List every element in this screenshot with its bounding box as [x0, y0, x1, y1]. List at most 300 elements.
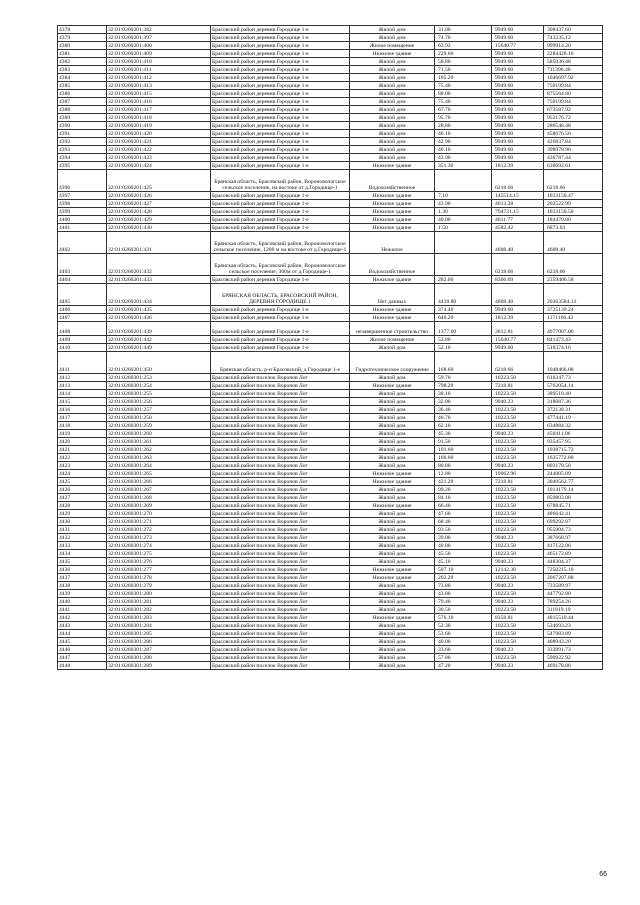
- address-cell: Брасовский район поселок Воронов Лог: [211, 534, 350, 542]
- address-cell: Брасовский район деревня Городище 1-е: [211, 66, 350, 74]
- unit-value-cell: 10223.58: [492, 654, 544, 662]
- object-type-cell: Нежилое здание: [350, 470, 435, 478]
- object-type-cell: Жилой дом: [350, 558, 435, 566]
- row-index-cell: 4426: [58, 486, 107, 494]
- cadastral-value-cell: 673587.92: [544, 106, 603, 114]
- cadastral-number-cell: 32:01:0260301:283: [107, 614, 211, 622]
- unit-value-cell: 1812.39: [492, 314, 544, 322]
- area-cell: 40.80: [435, 542, 492, 550]
- address-cell: Брасовский район деревня Городище 1-е: [211, 162, 350, 170]
- row-index-cell: 4379: [58, 34, 107, 42]
- unit-value-cell: 9940.23: [492, 558, 544, 566]
- table-row: [58, 216, 603, 224]
- row-index-cell: 4434: [58, 550, 107, 558]
- area-cell: 202.20: [435, 574, 492, 582]
- object-type-cell: Жилой дом: [350, 90, 435, 98]
- table-row: [58, 662, 603, 670]
- cadastral-number-cell: 32:01:0260201:382: [107, 26, 211, 34]
- row-index-cell: 4430: [58, 518, 107, 526]
- cadastral-number-cell: 32:01:0260201:426: [107, 192, 211, 200]
- cadastral-value-cell: 465172.89: [544, 550, 603, 558]
- unit-value-cell: 10223.58: [492, 486, 544, 494]
- cadastral-number-cell: 32:01:0260201:432: [107, 254, 211, 276]
- cadastral-number-cell: 32:01:0260201:424: [107, 162, 211, 170]
- unit-value-cell: 9949.60: [492, 130, 544, 138]
- area-cell: 597.10: [435, 566, 492, 574]
- row-index-cell: 4448: [58, 662, 107, 670]
- area-cell: 79.40: [435, 598, 492, 606]
- area-cell: 59.70: [435, 374, 492, 382]
- row-index-cell: 4385: [58, 82, 107, 90]
- area-cell: 43.90: [435, 154, 492, 162]
- table-row: [58, 224, 603, 232]
- cadastral-value-cell: 447792.80: [544, 590, 603, 598]
- unit-value-cell: 10223.58: [492, 502, 544, 510]
- table-row: [58, 26, 603, 34]
- row-index-cell: 4423: [58, 462, 107, 470]
- cadastral-number-cell: 32:01:0260301:261: [107, 438, 211, 446]
- cadastral-number-cell: 32:01:0260301:264: [107, 462, 211, 470]
- row-index-cell: 4421: [58, 446, 107, 454]
- object-type-cell: Жилой дом: [350, 590, 435, 598]
- table-row: [58, 254, 603, 276]
- row-index-cell: 4445: [58, 638, 107, 646]
- cadastral-value-cell: 803170.58: [544, 462, 603, 470]
- row-index-cell: 4424: [58, 470, 107, 478]
- unit-value-cell: 9949.60: [492, 138, 544, 146]
- unit-value-cell: 19062.96: [492, 470, 544, 478]
- cadastral-value-cell: 450411.06: [544, 430, 603, 438]
- object-type-cell: Жилой дом: [350, 430, 435, 438]
- area-cell: 68.40: [435, 518, 492, 526]
- area-cell: 74.70: [435, 34, 492, 42]
- cadastral-value-cell: 6873.63: [544, 224, 603, 232]
- object-type-cell: Жилой дом: [350, 414, 435, 422]
- cadastral-value-cell: 469178.86: [544, 662, 603, 670]
- area-cell: 105.20: [435, 74, 492, 82]
- cadastral-value-cell: 318087.36: [544, 398, 603, 406]
- object-type-cell: Жилой дом: [350, 534, 435, 542]
- area-cell: 84.10: [435, 494, 492, 502]
- table-row: [58, 638, 603, 646]
- area-cell: [435, 254, 492, 276]
- row-index-cell: 4407: [58, 314, 107, 322]
- unit-value-cell: 9949.60: [492, 58, 544, 66]
- row-index-cell: 4393: [58, 146, 107, 154]
- object-type-cell: Жилой дом: [350, 154, 435, 162]
- object-type-cell: Жилой дом: [350, 630, 435, 638]
- cadastral-number-cell: 32:01:0260301:253: [107, 374, 211, 382]
- area-cell: 75.40: [435, 82, 492, 90]
- cadastral-value-cell: 636692.61: [544, 162, 603, 170]
- area-cell: 160.00: [435, 454, 492, 462]
- row-index-cell: 4382: [58, 58, 107, 66]
- address-cell: Брасовский район поселок Воронов Лог: [211, 550, 350, 558]
- table-row: [58, 486, 603, 494]
- row-index-cell: 4414: [58, 390, 107, 398]
- unit-value-cell: 10223.58: [492, 550, 544, 558]
- unit-value-cell: 9949.60: [492, 74, 544, 82]
- address-cell: Брасовский район деревня Городище 1-е: [211, 336, 350, 344]
- address-cell: Брасовский район поселок Воронов Лог: [211, 390, 350, 398]
- area-cell: 12.80: [435, 470, 492, 478]
- unit-value-cell: 6218.66: [492, 352, 544, 374]
- cadastral-number-cell: 32:01:0260301:258: [107, 414, 211, 422]
- row-index-cell: 4428: [58, 502, 107, 510]
- unit-value-cell: 7218.81: [492, 382, 544, 390]
- row-index-cell: 4396: [58, 170, 107, 192]
- unit-value-cell: 9949.60: [492, 98, 544, 106]
- table-row: [58, 276, 603, 284]
- row-index-cell: 4425: [58, 478, 107, 486]
- cadastral-value-cell: 458676.56: [544, 130, 603, 138]
- address-cell: БРЯНСКАЯ ОБЛАСТЬ, БРАСОВСКИЙ РАЙОН, ДЕРЕВНЯ ГОРОДИЩЕ 1: [211, 284, 350, 306]
- table-row: [58, 232, 603, 254]
- row-index-cell: 4441: [58, 606, 107, 614]
- table-row: [58, 50, 603, 58]
- cadastral-number-cell: 32:01:0260201:410: [107, 58, 211, 66]
- object-type-cell: Жилой дом: [350, 122, 435, 130]
- object-type-cell: Жилой дом: [350, 622, 435, 630]
- unit-value-cell: 10223.58: [492, 574, 544, 582]
- cadastral-number-cell: 32:01:0260201:409: [107, 50, 211, 58]
- cadastral-number-cell: 32:01:0260301:268: [107, 494, 211, 502]
- cadastral-number-cell: 32:01:0260301:271: [107, 518, 211, 526]
- address-cell: Брасовский район деревня Городище 1-е: [211, 82, 350, 90]
- row-index-cell: 4417: [58, 414, 107, 422]
- table-row: [58, 106, 603, 114]
- cadastral-number-cell: 32:01:0260301:262: [107, 446, 211, 454]
- area-cell: 99.20: [435, 486, 492, 494]
- table-row: [58, 138, 603, 146]
- area-cell: 45.30: [435, 430, 492, 438]
- area-cell: 46.10: [435, 130, 492, 138]
- unit-value-cell: 4582.42: [492, 224, 544, 232]
- table-row: [58, 200, 603, 208]
- area-cell: 32.00: [435, 398, 492, 406]
- unit-value-cell: 9949.60: [492, 26, 544, 34]
- unit-value-cell: 8366.69: [492, 276, 544, 284]
- table-row: [58, 284, 603, 306]
- cadastral-value-cell: 999914.20: [544, 42, 603, 50]
- cadastral-number-cell: 32:01:0260301:288: [107, 654, 211, 662]
- object-type-cell: Жилой дом: [350, 34, 435, 42]
- cadastral-number-cell: 32:01:0260201:412: [107, 74, 211, 82]
- table-row: [58, 646, 603, 654]
- area-cell: 73.80: [435, 582, 492, 590]
- address-cell: Брасовский район поселок Воронов Лог: [211, 422, 350, 430]
- object-type-cell: Жилой дом: [350, 106, 435, 114]
- address-cell: Брянская область, Брасовский район, Вороновологское сельское поселение, 300м от д.Городище-1: [211, 254, 350, 276]
- object-type-cell: Жилой дом: [350, 398, 435, 406]
- table-row: [58, 170, 603, 192]
- object-type-cell: Жилой дом: [350, 74, 435, 82]
- area-cell: 30.50: [435, 606, 492, 614]
- table-row: [58, 314, 603, 322]
- address-cell: Брасовский район поселок Воронов Лог: [211, 502, 350, 510]
- cadastral-value-cell: 398978.96: [544, 146, 603, 154]
- table-row: [58, 306, 603, 314]
- table-row: [58, 154, 603, 162]
- cadastral-number-cell: 32:01:0260301:254: [107, 382, 211, 390]
- address-cell: Брасовский район поселок Воронов Лог: [211, 494, 350, 502]
- cadastral-number-cell: 32:01:0260301:287: [107, 646, 211, 654]
- object-type-cell: Жилой дом: [350, 98, 435, 106]
- address-cell: Брасовский район поселок Воронов Лог: [211, 486, 350, 494]
- address-cell: Брасовский район поселок Воронов Лог: [211, 582, 350, 590]
- object-type-cell: Нежилое: [350, 232, 435, 254]
- cadastral-value-cell: 286548.48: [544, 122, 603, 130]
- object-type-cell: Жилой дом: [350, 344, 435, 352]
- object-type-cell: Нежилое здание: [350, 276, 435, 284]
- cadastral-value-cell: 1048466.08: [544, 352, 603, 374]
- table-row: [58, 534, 603, 542]
- object-type-cell: Жилой дом: [350, 582, 435, 590]
- cadastral-value-cell: 1171166.42: [544, 314, 603, 322]
- row-index-cell: 4384: [58, 74, 107, 82]
- table-row: [58, 438, 603, 446]
- table-row: [58, 98, 603, 106]
- table-row: [58, 406, 603, 414]
- object-type-cell: Жилой дом: [350, 606, 435, 614]
- unit-value-cell: 10223.58: [492, 374, 544, 382]
- address-cell: Брасовский район деревня Городище 1-е: [211, 138, 350, 146]
- object-type-cell: Жилой дом: [350, 662, 435, 670]
- row-index-cell: 4433: [58, 542, 107, 550]
- object-type-cell: Жилой дом: [350, 138, 435, 146]
- area-cell: 28.80: [435, 122, 492, 130]
- cadastral-number-cell: 32:01:0260301:280: [107, 590, 211, 598]
- area-cell: 31.00: [435, 26, 492, 34]
- row-index-cell: 4403: [58, 254, 107, 276]
- unit-value-cell: 10223.58: [492, 526, 544, 534]
- cadastral-number-cell: 32:01:0260301:267: [107, 486, 211, 494]
- cadastral-number-cell: 32:01:0260201:431: [107, 232, 211, 254]
- address-cell: Брасовский район деревня Городище 1-е: [211, 314, 350, 322]
- row-index-cell: 4383: [58, 66, 107, 74]
- area-cell: 421.20: [435, 478, 492, 486]
- address-cell: Брасовский район поселок Воронов Лог: [211, 398, 350, 406]
- unit-value-cell: 9949.60: [492, 106, 544, 114]
- unit-value-cell: 12142.38: [492, 566, 544, 574]
- row-index-cell: 4437: [58, 574, 107, 582]
- cadastral-value-cell: 1033150.50: [544, 208, 603, 216]
- area-cell: 36.40: [435, 406, 492, 414]
- table-row: [58, 192, 603, 200]
- table-row: [58, 582, 603, 590]
- address-cell: Брасовский район деревня Городище 1-е: [211, 122, 350, 130]
- object-type-cell: Жилой дом: [350, 82, 435, 90]
- address-cell: Брасовский район поселок Воронов Лог: [211, 518, 350, 526]
- object-type-cell: Жилой дом: [350, 654, 435, 662]
- address-cell: Брасовский район поселок Воронов Лог: [211, 638, 350, 646]
- object-type-cell: Жилой дом: [350, 638, 435, 646]
- area-cell: [435, 170, 492, 192]
- object-type-cell: Нежилое здание: [350, 216, 435, 224]
- unit-value-cell: 9949.60: [492, 34, 544, 42]
- row-index-cell: 4400: [58, 216, 107, 224]
- address-cell: Брасовский район деревня Городище 1-е: [211, 208, 350, 216]
- object-type-cell: Гидротехническое сооружение: [350, 352, 435, 374]
- object-type-cell: Жилой дом: [350, 494, 435, 502]
- address-cell: Брасовский район деревня Городище 1-е: [211, 58, 350, 66]
- cadastral-value-cell: 448304.37: [544, 558, 603, 566]
- object-type-cell: Нежилое здание: [350, 192, 435, 200]
- row-index-cell: 4380: [58, 42, 107, 50]
- table-row: [58, 566, 603, 574]
- cadastral-number-cell: 32:01:0260201:421: [107, 138, 211, 146]
- cadastral-number-cell: 32:01:0260201:433: [107, 276, 211, 284]
- unit-value-cell: 7218.81: [492, 478, 544, 486]
- cadastral-value-cell: 743235.12: [544, 34, 603, 42]
- row-index-cell: 4390: [58, 122, 107, 130]
- cadastral-value-cell: 184470.80: [544, 216, 603, 224]
- row-index-cell: 4378: [58, 26, 107, 34]
- row-index-cell: 4444: [58, 630, 107, 638]
- address-cell: Брасовский район деревня Городище 1-е: [211, 200, 350, 208]
- row-index-cell: 4387: [58, 98, 107, 106]
- area-cell: 45.10: [435, 558, 492, 566]
- cadastral-number-cell: 32:01:0260301:285: [107, 630, 211, 638]
- cadastral-value-cell: 2359406.58: [544, 276, 603, 284]
- unit-value-cell: 9949.60: [492, 154, 544, 162]
- row-index-cell: 4398: [58, 200, 107, 208]
- cadastral-value-cell: 308437.60: [544, 26, 603, 34]
- cadastral-number-cell: 32:01:0260301:259: [107, 422, 211, 430]
- cadastral-value-cell: 417122.06: [544, 542, 603, 550]
- area-cell: 40.00: [435, 216, 492, 224]
- object-type-cell: незавершенное строительство: [350, 322, 435, 336]
- unit-value-cell: 9940.23: [492, 430, 544, 438]
- unit-value-cell: 10223.58: [492, 622, 544, 630]
- cadastral-number-cell: 32:01:0260201:442: [107, 336, 211, 344]
- address-cell: Брасовский район деревня Городище 1-е: [211, 130, 350, 138]
- table-row: [58, 614, 603, 622]
- row-index-cell: 4401: [58, 224, 107, 232]
- address-cell: Брасовский район поселок Воронов Лог: [211, 446, 350, 454]
- object-type-cell: Нежилое здание: [350, 224, 435, 232]
- row-index-cell: 4391: [58, 130, 107, 138]
- cadastral-value-cell: 1033150.47: [544, 192, 603, 200]
- area-cell: 67.70: [435, 106, 492, 114]
- address-cell: Брасовский район поселок Воронов Лог: [211, 438, 350, 446]
- object-type-cell: Нет данных: [350, 284, 435, 306]
- address-cell: Брасовский район поселок Воронов Лог: [211, 478, 350, 486]
- object-type-cell: Жилое помещение: [350, 336, 435, 344]
- cadastral-value-cell: 534693.23: [544, 622, 603, 630]
- cadastral-number-cell: 32:01:0260201:450: [107, 352, 211, 374]
- address-cell: Брасовский район деревня Городище 1-е: [211, 42, 350, 50]
- unit-value-cell: 10223.58: [492, 422, 544, 430]
- table-row: [58, 114, 603, 122]
- table-row: [58, 430, 603, 438]
- unit-value-cell: 6218.66: [492, 254, 544, 276]
- cadastral-number-cell: 32:01:0260201:425: [107, 170, 211, 192]
- cadastral-value-cell: 311819.19: [544, 606, 603, 614]
- table-row: [58, 162, 603, 170]
- cadastral-number-cell: 32:01:0260301:270: [107, 510, 211, 518]
- row-index-cell: 4404: [58, 276, 107, 284]
- area-cell: 351.30: [435, 162, 492, 170]
- address-cell: Брянская область, Брасовский район, Вороновологское сельское поселение, 1200 м на востоке от д.Городище-1: [211, 232, 350, 254]
- address-cell: Брасовский район поселок Воронов Лог: [211, 526, 350, 534]
- row-index-cell: 4438: [58, 582, 107, 590]
- unit-value-cell: 9949.60: [492, 50, 544, 58]
- address-cell: Брасовский район поселок Воронов Лог: [211, 542, 350, 550]
- cadastral-number-cell: 32:01:0260301:277: [107, 566, 211, 574]
- table-row: [58, 374, 603, 382]
- area-cell: 93.50: [435, 526, 492, 534]
- cadastral-number-cell: 32:01:0260201:418: [107, 114, 211, 122]
- area-cell: 62.10: [435, 422, 492, 430]
- object-type-cell: Жилой дом: [350, 454, 435, 462]
- area-cell: 576.10: [435, 614, 492, 622]
- cadastral-number-cell: 32:01:0260301:286: [107, 638, 211, 646]
- row-index-cell: 4435: [58, 558, 107, 566]
- area-cell: 91.50: [435, 438, 492, 446]
- table-row: [58, 622, 603, 630]
- table-row: [58, 398, 603, 406]
- area-cell: 282.00: [435, 276, 492, 284]
- table-row: [58, 654, 603, 662]
- unit-value-cell: 9940.23: [492, 534, 544, 542]
- row-index-cell: 4416: [58, 406, 107, 414]
- address-cell: Брасовский район поселок Воронов Лог: [211, 414, 350, 422]
- cadastral-value-cell: 486642.41: [544, 510, 603, 518]
- object-type-cell: Нежилое здание: [350, 574, 435, 582]
- table-row: [58, 502, 603, 510]
- table-row: [58, 446, 603, 454]
- cadastral-number-cell: 32:01:0260301:263: [107, 454, 211, 462]
- cadastral-number-cell: 32:01:0260201:419: [107, 122, 211, 130]
- address-cell: Брасовский район поселок Воронов Лог: [211, 598, 350, 606]
- cadastral-value-cell: 590922.92: [544, 654, 603, 662]
- row-index-cell: 4431: [58, 526, 107, 534]
- area-cell: 57.80: [435, 654, 492, 662]
- table-row: [58, 42, 603, 50]
- object-type-cell: Нежилое здание: [350, 566, 435, 574]
- row-index-cell: 4440: [58, 598, 107, 606]
- unit-value-cell: 9940.23: [492, 582, 544, 590]
- row-index-cell: 4432: [58, 534, 107, 542]
- unit-value-cell: 10223.58: [492, 518, 544, 526]
- area-cell: 39.00: [435, 534, 492, 542]
- cadastral-number-cell: 32:01:0260301:260: [107, 430, 211, 438]
- unit-value-cell: 15640.77: [492, 42, 544, 50]
- table-row: [58, 322, 603, 336]
- cadastral-value-cell: 3725139.24: [544, 306, 603, 314]
- cadastral-value-cell: 477441.19: [544, 414, 603, 422]
- address-cell: Брасовский район деревня Городище 1-е: [211, 106, 350, 114]
- table-row: [58, 82, 603, 90]
- table-row: [58, 550, 603, 558]
- cadastral-number-cell: 32:01:0260201:434: [107, 284, 211, 306]
- table-row: [58, 470, 603, 478]
- address-cell: Брасовский район деревня Городище 1-е: [211, 74, 350, 82]
- object-type-cell: Жилой дом: [350, 390, 435, 398]
- object-type-cell: Жилой дом: [350, 406, 435, 414]
- unit-value-cell: 10223.58: [492, 438, 544, 446]
- unit-value-cell: 10223.58: [492, 638, 544, 646]
- address-cell: Брасовский район поселок Воронов Лог: [211, 590, 350, 598]
- cadastral-number-cell: 32:01:0260201:439: [107, 322, 211, 336]
- object-type-cell: Жилой дом: [350, 486, 435, 494]
- row-index-cell: 4397: [58, 192, 107, 200]
- cadastral-value-cell: 6218.66: [544, 170, 603, 192]
- area-cell: 43.90: [435, 200, 492, 208]
- table-row: [58, 390, 603, 398]
- table-row: [58, 494, 603, 502]
